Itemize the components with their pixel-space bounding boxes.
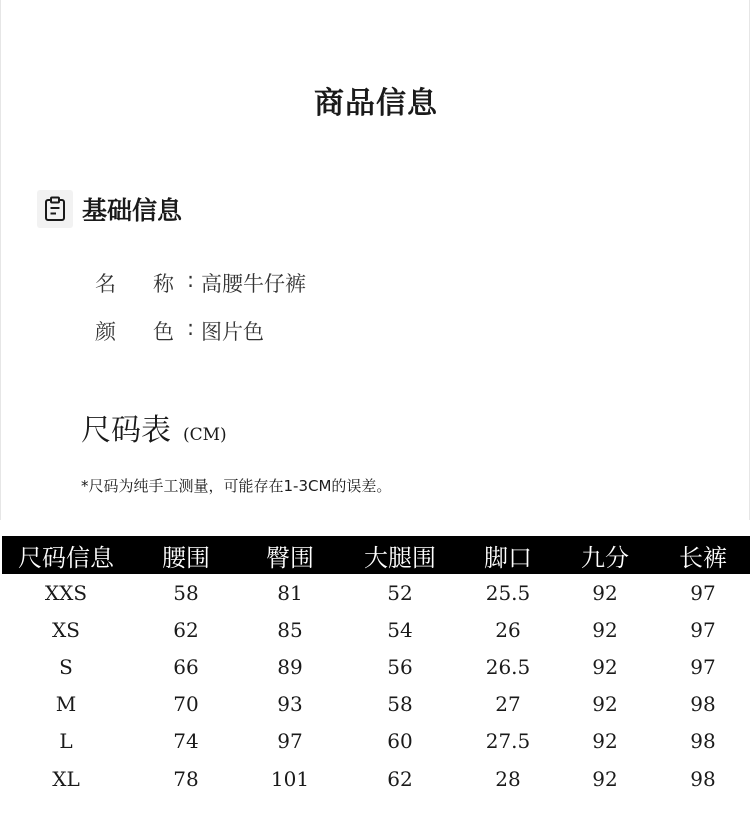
info-row-name: [95, 268, 306, 298]
table-cell: 27.5: [485, 729, 531, 754]
table-row: [2, 723, 750, 760]
table-cell: 58: [387, 692, 413, 717]
table-row: [2, 574, 750, 611]
table-header-cell: 长裤: [656, 536, 750, 574]
table-cell: 78: [173, 766, 199, 791]
table-cell: 81: [277, 580, 303, 605]
info-row-color: [95, 316, 264, 346]
size-chart-unit: (CM): [183, 425, 227, 445]
table-cell: 26: [495, 617, 521, 642]
size-table: [2, 536, 750, 797]
info-label-char: 色: [153, 320, 174, 344]
measurement-note: *尺码为纯手工测量，可能存在1-3CM的误差。: [81, 477, 392, 495]
size-chart-heading: 尺码表: [81, 413, 171, 448]
table-cell: 97: [690, 654, 716, 679]
table-cell: 98: [690, 729, 716, 754]
table-cell: S: [59, 654, 73, 679]
table-cell: 60: [387, 729, 413, 754]
table-header-cell: 九分: [554, 536, 656, 574]
table-cell: L: [59, 729, 73, 754]
info-label-char: 颜: [95, 320, 116, 344]
table-cell: 93: [277, 692, 303, 717]
table-cell: 89: [277, 654, 303, 679]
table-header-cell: 尺码信息: [2, 536, 130, 574]
basic-info-header: [37, 190, 182, 228]
table-cell: 98: [690, 692, 716, 717]
table-cell: 26.5: [485, 654, 531, 679]
table-cell: 54: [387, 617, 413, 642]
table-cell: 101: [270, 766, 310, 791]
table-cell: 98: [690, 766, 716, 791]
table-row: [2, 648, 750, 685]
table-cell: 97: [277, 729, 303, 754]
table-cell: 97: [690, 617, 716, 642]
table-cell: 27: [495, 692, 521, 717]
clipboard-icon: [37, 190, 73, 228]
page-title: 商品信息: [314, 86, 438, 121]
table-header-cell: 臀围: [242, 536, 338, 574]
info-colon: :: [187, 316, 195, 340]
table-cell: 92: [592, 692, 618, 717]
basic-info-title: 基础信息: [82, 196, 183, 225]
table-cell: 66: [173, 654, 199, 679]
table-header-cell: 大腿围: [338, 536, 462, 574]
table-cell: 62: [173, 617, 199, 642]
table-cell: 70: [173, 692, 199, 717]
table-header-row: [2, 536, 750, 574]
info-value: 高腰牛仔裤: [201, 272, 306, 296]
table-cell: 52: [387, 580, 413, 605]
table-cell: 28: [495, 766, 521, 791]
table-cell: 92: [592, 617, 618, 642]
table-cell: XL: [52, 766, 80, 791]
size-chart-title: [81, 405, 227, 449]
info-colon: :: [187, 268, 195, 292]
table-cell: 92: [592, 654, 618, 679]
table-cell: M: [55, 692, 77, 717]
table-cell: XS: [52, 617, 80, 642]
table-row: [2, 611, 750, 648]
table-cell: 62: [387, 766, 413, 791]
table-cell: 97: [690, 580, 716, 605]
table-cell: 92: [592, 766, 618, 791]
table-cell: 92: [592, 729, 618, 754]
table-cell: XXS: [44, 580, 88, 605]
table-row: [2, 686, 750, 723]
info-label-char: 称: [153, 272, 174, 296]
table-cell: 25.5: [485, 580, 531, 605]
info-label-char: 名: [95, 272, 116, 296]
table-row: [2, 760, 750, 797]
table-cell: 74: [173, 729, 199, 754]
table-cell: 85: [277, 617, 303, 642]
table-cell: 92: [592, 580, 618, 605]
info-value: 图片色: [201, 320, 264, 344]
table-header-cell: 脚口: [462, 536, 554, 574]
table-cell: 58: [173, 580, 199, 605]
table-header-cell: 腰围: [130, 536, 242, 574]
table-cell: 56: [387, 654, 413, 679]
